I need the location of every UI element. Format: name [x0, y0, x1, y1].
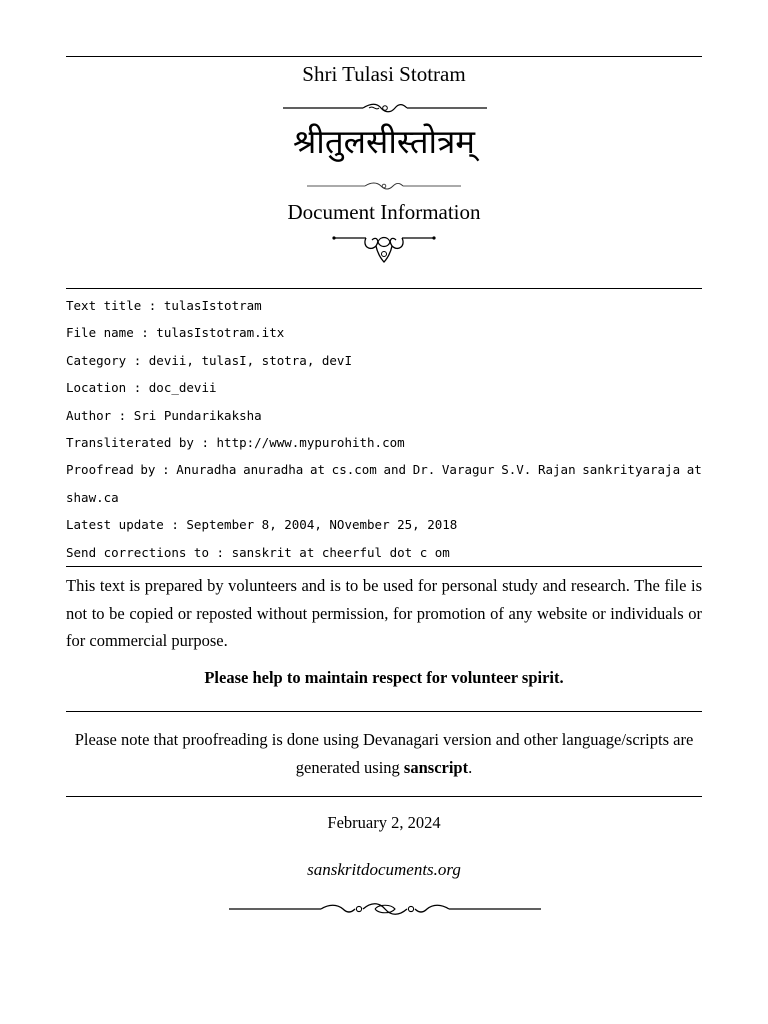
scroll-ornament-icon: [332, 228, 436, 266]
small-flourish-icon: [307, 180, 461, 192]
document-date: February 2, 2024: [327, 813, 441, 832]
meta-proofread-continued: shaw.ca: [66, 489, 119, 505]
proofread-word: Anuradha: [176, 462, 237, 478]
footer-flourish-icon: [229, 901, 541, 917]
proofread-word: by: [140, 462, 156, 478]
proofread-word: and: [383, 462, 407, 478]
top-rule: [66, 56, 702, 57]
proofread-word: at: [686, 462, 702, 478]
meta-text-title: Text title : tulasIstotram: [66, 298, 262, 313]
meta-author: Author : Sri Pundarikaksha: [66, 407, 262, 423]
date-rule: [66, 796, 702, 797]
page-title: Shri Tulasi Stotram: [302, 62, 466, 86]
flourish-ornament-icon: [283, 101, 487, 115]
meta-send-corrections: Send corrections to : sanskrit at cheerful dot c om: [66, 544, 450, 560]
proofread-word: Rajan: [537, 462, 576, 478]
note-text: Please note that proofreading is done using Devanagari version and other language/scripts are generated using: [74, 730, 694, 777]
meta-transliterated-by: Transliterated by : http://www.mypurohith.com: [66, 434, 405, 450]
proofread-word: at: [309, 462, 326, 478]
proofread-word: anuradha: [243, 462, 304, 478]
info-top-rule: [66, 288, 702, 289]
meta-proofread-by: [66, 456, 702, 483]
respect-notice: Please help to maintain respect for volunteer spirit.: [204, 668, 564, 687]
meta-latest-update: Latest update : September 8, 2004, NOvember 25, 2018: [66, 517, 458, 533]
meta-category: Category : devii, tulasI, stotra, devI: [66, 352, 352, 368]
proofread-word: :: [162, 462, 170, 478]
proofread-word: S.V.: [501, 462, 532, 478]
proofread-word: sankrityaraja: [582, 462, 681, 478]
proofread-word: Dr.: [412, 462, 436, 478]
proofread-word: Proofread: [66, 462, 134, 478]
proofreading-note: [66, 726, 702, 782]
notice-rule: [66, 711, 702, 712]
sanskrit-title: श्रीतुलसीस्तोत्रम्: [292, 122, 476, 161]
section-title: Document Information: [287, 200, 481, 224]
document-metadata: [66, 292, 702, 566]
site-name: sanskritdocuments.org: [307, 860, 461, 879]
proofread-word: Varagur: [441, 462, 495, 478]
note-period: .: [468, 758, 473, 777]
info-bottom-rule: [66, 566, 702, 567]
meta-location: Location : doc_devii: [66, 380, 217, 396]
meta-file-name: File name : tulasIstotram.itx: [66, 325, 285, 341]
sanscript-term: sanscript: [403, 758, 469, 777]
proofread-word: cs.com: [331, 462, 377, 478]
usage-paragraph: This text is prepared by volunteers and is to be used for personal study and research. The file is not to be copied or reposted without permission, for promotion of any website or individuals or for commercial purpose.: [66, 576, 702, 650]
